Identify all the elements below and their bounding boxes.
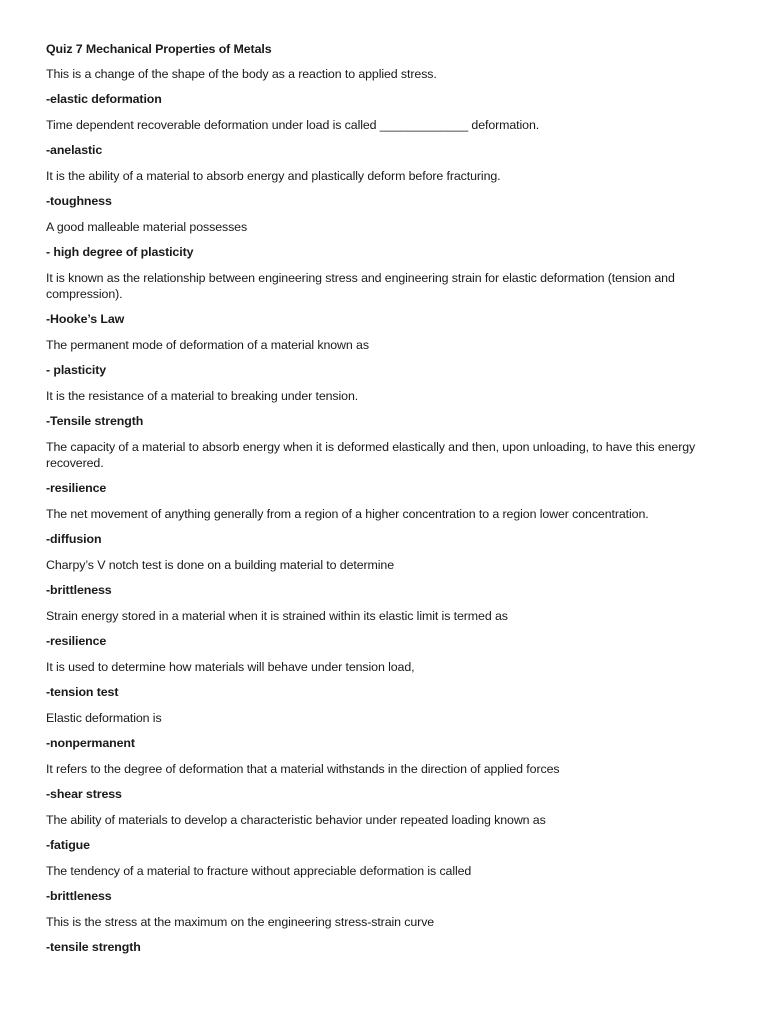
answer-text: -resilience <box>46 634 107 648</box>
qa-item-12 <box>46 659 728 701</box>
document-title: Quiz 7 Mechanical Properties of Metals <box>46 42 272 56</box>
qa-item-7 <box>46 388 728 430</box>
qa-item-11 <box>46 608 728 650</box>
question-text: This is the stress at the maximum on the engineering stress-strain curve <box>46 915 435 929</box>
answer-text: -diffusion <box>46 532 102 546</box>
question-text: Strain energy stored in a material when it is strained within its elastic limit is termed as <box>46 609 508 623</box>
answer-text: -nonpermanent <box>46 736 135 750</box>
question-text: It is used to determine how materials will behave under tension load, <box>46 660 415 674</box>
answer-text: -elastic deformation <box>46 92 162 106</box>
question-text: It refers to the degree of deformation that a material withstands in the direction of applied forces <box>46 762 560 776</box>
qa-item-5 <box>46 270 728 328</box>
answer-text: -tensile strength <box>46 940 141 954</box>
question-text: The capacity of a material to absorb energy when it is deformed elastically and then, upon unloading, to have this energy recovered. <box>46 440 696 470</box>
answer-text: -Hooke’s Law <box>46 312 125 326</box>
answer-text: - high degree of plasticity <box>46 245 194 259</box>
answer-text: -fatigue <box>46 838 90 852</box>
qa-item-2 <box>46 117 728 159</box>
answer-text: -tension test <box>46 685 119 699</box>
question-text: The tendency of a material to fracture without appreciable deformation is called <box>46 864 472 878</box>
question-text: Charpy’s V notch test is done on a building material to determine <box>46 558 394 572</box>
qa-item-4 <box>46 219 728 261</box>
answer-text: -shear stress <box>46 787 122 801</box>
answer-text: -brittleness <box>46 583 112 597</box>
question-text: Elastic deformation is <box>46 711 162 725</box>
qa-item-1 <box>46 66 728 108</box>
question-text: This is a change of the shape of the body as a reaction to applied stress. <box>46 67 437 81</box>
qa-item-15 <box>46 812 728 854</box>
answer-text: -toughness <box>46 194 112 208</box>
answer-text: -anelastic <box>46 143 103 157</box>
question-text: It is the resistance of a material to breaking under tension. <box>46 389 359 403</box>
qa-item-10 <box>46 557 728 599</box>
qa-item-6 <box>46 337 728 379</box>
qa-item-14 <box>46 761 728 803</box>
question-text: The ability of materials to develop a characteristic behavior under repeated loading known as <box>46 813 546 827</box>
answer-text: -resilience <box>46 481 107 495</box>
answer-text: - plasticity <box>46 363 107 377</box>
qa-item-3 <box>46 168 728 210</box>
answer-text: -brittleness <box>46 889 112 903</box>
question-text: Time dependent recoverable deformation under load is called _____________ deformation. <box>46 118 540 132</box>
qa-item-9 <box>46 506 728 548</box>
qa-item-8 <box>46 439 728 497</box>
question-text: It is known as the relationship between engineering stress and engineering strain for elastic deformation (tension and compression). <box>46 271 675 301</box>
question-text: A good malleable material possesses <box>46 220 248 234</box>
question-text: The net movement of anything generally from a region of a higher concentration to a region lower concentration. <box>46 507 649 521</box>
qa-item-16 <box>46 863 728 905</box>
question-text: It is the ability of a material to absorb energy and plastically deform before fracturing. <box>46 169 501 183</box>
qa-item-17 <box>46 914 728 956</box>
answer-text: -Tensile strength <box>46 414 144 428</box>
qa-item-13 <box>46 710 728 752</box>
question-text: The permanent mode of deformation of a material known as <box>46 338 369 352</box>
